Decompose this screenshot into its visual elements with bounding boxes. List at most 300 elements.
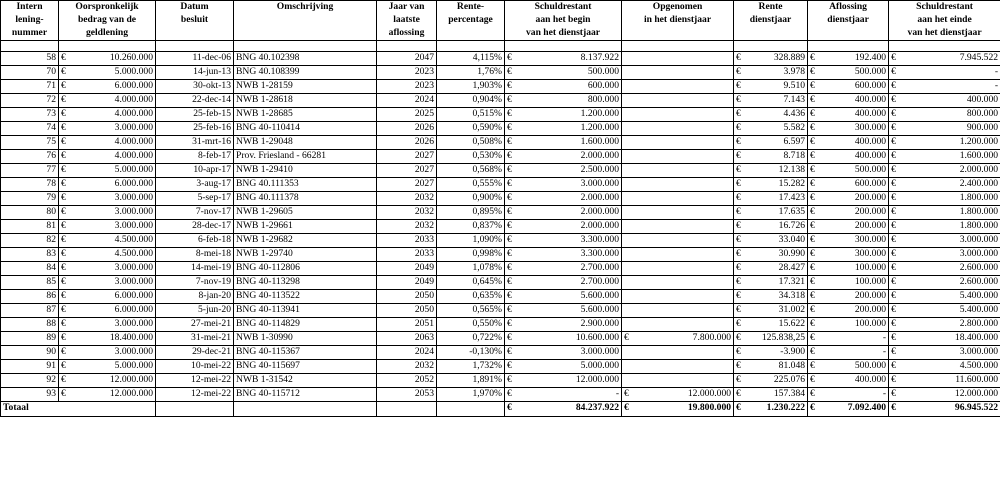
original-amount: 4.500.000 <box>69 248 156 262</box>
header-cell <box>622 27 734 41</box>
currency-symbol: € <box>622 388 632 402</box>
currency-symbol: € <box>59 164 69 178</box>
decision-date: 7-nov-19 <box>156 276 234 290</box>
currency-symbol: € <box>889 304 899 318</box>
currency-symbol: € <box>889 234 899 248</box>
loan-number: 77 <box>1 164 59 178</box>
decision-date: 22-dec-14 <box>156 94 234 108</box>
currency-symbol <box>622 108 632 122</box>
last-repayment-year: 2026 <box>377 122 437 136</box>
currency-symbol: € <box>505 374 515 388</box>
table-row <box>1 136 1000 150</box>
drawn-amount <box>632 122 734 136</box>
last-repayment-year: 2032 <box>377 220 437 234</box>
decision-date: 31-mei-21 <box>156 332 234 346</box>
table-row <box>1 192 1000 206</box>
last-repayment-year: 2033 <box>377 248 437 262</box>
header-cell: Datum <box>156 1 234 15</box>
currency-symbol: € <box>59 94 69 108</box>
repayment-amount: 400.000 <box>818 108 889 122</box>
drawn-amount <box>632 192 734 206</box>
currency-symbol <box>622 178 632 192</box>
header-cell: nummer <box>1 27 59 41</box>
decision-date: 10-apr-17 <box>156 164 234 178</box>
balance-begin: 2.000.000 <box>515 206 622 220</box>
balance-begin: 5.600.000 <box>515 304 622 318</box>
balance-end: 1.800.000 <box>899 220 1000 234</box>
currency-symbol: € <box>505 52 515 66</box>
decision-date: 28-dec-17 <box>156 220 234 234</box>
currency-symbol: € <box>808 318 818 332</box>
currency-symbol: € <box>59 262 69 276</box>
balance-begin: 8.137.922 <box>515 52 622 66</box>
interest-rate: 0,590% <box>437 122 505 136</box>
currency-symbol <box>622 94 632 108</box>
header-cell: Rente <box>734 1 808 15</box>
currency-symbol: € <box>59 66 69 80</box>
repayment-amount: 200.000 <box>818 220 889 234</box>
drawn-amount <box>632 374 734 388</box>
header-cell: laatste <box>377 14 437 27</box>
loan-number: 83 <box>1 248 59 262</box>
currency-symbol: € <box>59 108 69 122</box>
currency-symbol <box>622 262 632 276</box>
currency-symbol: € <box>889 318 899 332</box>
currency-symbol: € <box>808 220 818 234</box>
header-cell: besluit <box>156 14 234 27</box>
currency-symbol: € <box>889 52 899 66</box>
currency-symbol: € <box>889 332 899 346</box>
balance-begin: 500.000 <box>515 66 622 80</box>
last-repayment-year: 2063 <box>377 332 437 346</box>
repayment-amount: 200.000 <box>818 304 889 318</box>
currency-symbol <box>622 234 632 248</box>
table-row <box>1 346 1000 360</box>
total-row <box>1 402 1000 417</box>
balance-begin: 1.600.000 <box>515 136 622 150</box>
interest-rate: 0,508% <box>437 136 505 150</box>
table-row <box>1 290 1000 304</box>
description: NWB 1-29682 <box>234 234 377 248</box>
balance-begin: 600.000 <box>515 80 622 94</box>
last-repayment-year: 2025 <box>377 108 437 122</box>
interest-amount: -3.900 <box>744 346 808 360</box>
repayment-amount: - <box>818 332 889 346</box>
table-row <box>1 360 1000 374</box>
header-cell <box>734 27 808 41</box>
currency-symbol: € <box>734 220 744 234</box>
balance-end: 4.500.000 <box>899 360 1000 374</box>
currency-symbol: € <box>889 150 899 164</box>
interest-amount: 31.002 <box>744 304 808 318</box>
currency-symbol: € <box>59 304 69 318</box>
interest-amount: 30.990 <box>744 248 808 262</box>
balance-end: 18.400.000 <box>899 332 1000 346</box>
drawn-amount <box>632 318 734 332</box>
table-header <box>1 1 1000 41</box>
drawn-amount <box>632 52 734 66</box>
interest-amount: 28.427 <box>744 262 808 276</box>
last-repayment-year: 2051 <box>377 318 437 332</box>
original-amount: 12.000.000 <box>69 374 156 388</box>
decision-date: 8-jan-20 <box>156 290 234 304</box>
description: BNG 40.111378 <box>234 192 377 206</box>
currency-symbol: € <box>808 374 818 388</box>
currency-symbol: € <box>889 80 899 94</box>
interest-amount: 15.282 <box>744 178 808 192</box>
currency-symbol: € <box>808 290 818 304</box>
interest-amount: 157.384 <box>744 388 808 402</box>
original-amount: 18.400.000 <box>69 332 156 346</box>
table-row <box>1 276 1000 290</box>
interest-rate: 1,732% <box>437 360 505 374</box>
table-row <box>1 332 1000 346</box>
currency-symbol: € <box>889 136 899 150</box>
balance-end: 5.400.000 <box>899 290 1000 304</box>
balance-begin: 5.600.000 <box>515 290 622 304</box>
balance-begin: 2.000.000 <box>515 192 622 206</box>
currency-symbol: € <box>505 262 515 276</box>
currency-symbol: € <box>889 402 899 417</box>
original-amount: 3.000.000 <box>69 262 156 276</box>
loan-number: 71 <box>1 80 59 94</box>
repayment-amount: 600.000 <box>818 80 889 94</box>
currency-symbol: € <box>808 122 818 136</box>
currency-symbol: € <box>59 206 69 220</box>
currency-symbol: € <box>734 52 744 66</box>
last-repayment-year: 2033 <box>377 234 437 248</box>
original-amount: 6.000.000 <box>69 80 156 94</box>
description: NWB 1-29410 <box>234 164 377 178</box>
balance-end: 7.945.522 <box>899 52 1000 66</box>
currency-symbol: € <box>889 206 899 220</box>
interest-rate: 0,645% <box>437 276 505 290</box>
currency-symbol: € <box>808 304 818 318</box>
balance-begin: 3.000.000 <box>515 346 622 360</box>
drawn-amount <box>632 304 734 318</box>
decision-date: 29-dec-21 <box>156 346 234 360</box>
description: NWB 1-28159 <box>234 80 377 94</box>
repayment-amount: 200.000 <box>818 206 889 220</box>
decision-date: 31-mrt-16 <box>156 136 234 150</box>
interest-rate: 0,722% <box>437 332 505 346</box>
table-row <box>1 108 1000 122</box>
balance-begin: - <box>515 388 622 402</box>
currency-symbol: € <box>505 94 515 108</box>
interest-amount: 12.138 <box>744 164 808 178</box>
last-repayment-year: 2027 <box>377 178 437 192</box>
interest-rate: 0,904% <box>437 94 505 108</box>
currency-symbol: € <box>505 276 515 290</box>
currency-symbol: € <box>889 164 899 178</box>
currency-symbol: € <box>59 220 69 234</box>
interest-amount: 5.582 <box>744 122 808 136</box>
currency-symbol: € <box>59 318 69 332</box>
currency-symbol: € <box>808 80 818 94</box>
loan-number: 72 <box>1 94 59 108</box>
decision-date: 27-mei-21 <box>156 318 234 332</box>
currency-symbol: € <box>505 122 515 136</box>
header-cell <box>808 27 889 41</box>
currency-symbol: € <box>59 136 69 150</box>
total-einde: 96.945.522 <box>899 402 1000 417</box>
balance-end: 3.000.000 <box>899 346 1000 360</box>
drawn-amount <box>632 150 734 164</box>
currency-symbol <box>622 374 632 388</box>
currency-symbol <box>622 80 632 94</box>
currency-symbol: € <box>734 290 744 304</box>
currency-symbol: € <box>808 178 818 192</box>
decision-date: 14-mei-19 <box>156 262 234 276</box>
interest-rate: 1,078% <box>437 262 505 276</box>
repayment-amount: 400.000 <box>818 150 889 164</box>
currency-symbol: € <box>59 178 69 192</box>
original-amount: 3.000.000 <box>69 192 156 206</box>
description: BNG 40-113298 <box>234 276 377 290</box>
currency-symbol: € <box>808 388 818 402</box>
interest-amount: 17.321 <box>744 276 808 290</box>
interest-amount: 125.838,25 <box>744 332 808 346</box>
currency-symbol: € <box>505 206 515 220</box>
currency-symbol: € <box>505 108 515 122</box>
balance-end: 5.400.000 <box>899 304 1000 318</box>
table-row <box>1 318 1000 332</box>
repayment-amount: 500.000 <box>818 360 889 374</box>
currency-symbol: € <box>734 262 744 276</box>
currency-symbol: € <box>505 318 515 332</box>
interest-amount: 16.726 <box>744 220 808 234</box>
balance-begin: 2.900.000 <box>515 318 622 332</box>
currency-symbol: € <box>808 248 818 262</box>
interest-amount: 8.718 <box>744 150 808 164</box>
drawn-amount <box>632 234 734 248</box>
repayment-amount: 300.000 <box>818 122 889 136</box>
last-repayment-year: 2024 <box>377 94 437 108</box>
drawn-amount <box>632 66 734 80</box>
currency-symbol <box>622 318 632 332</box>
spacer-row <box>1 41 1000 52</box>
drawn-amount: 12.000.000 <box>632 388 734 402</box>
last-repayment-year: 2023 <box>377 66 437 80</box>
currency-symbol: € <box>505 346 515 360</box>
loan-number: 73 <box>1 108 59 122</box>
balance-end: 1.600.000 <box>899 150 1000 164</box>
currency-symbol: € <box>734 80 744 94</box>
drawn-amount <box>632 220 734 234</box>
interest-amount: 225.076 <box>744 374 808 388</box>
decision-date: 14-jun-13 <box>156 66 234 80</box>
loan-number: 75 <box>1 136 59 150</box>
description: BNG 40.111353 <box>234 178 377 192</box>
last-repayment-year: 2050 <box>377 290 437 304</box>
header-cell: Opgenomen <box>622 1 734 15</box>
decision-date: 7-nov-17 <box>156 206 234 220</box>
drawn-amount <box>632 276 734 290</box>
repayment-amount: 300.000 <box>818 248 889 262</box>
header-cell: aan het begin <box>505 14 622 27</box>
original-amount: 6.000.000 <box>69 290 156 304</box>
table-row <box>1 66 1000 80</box>
currency-symbol: € <box>889 192 899 206</box>
currency-symbol <box>622 290 632 304</box>
currency-symbol: € <box>505 192 515 206</box>
currency-symbol: € <box>889 388 899 402</box>
original-amount: 4.000.000 <box>69 108 156 122</box>
currency-symbol: € <box>505 66 515 80</box>
currency-symbol: € <box>889 108 899 122</box>
interest-rate: 0,895% <box>437 206 505 220</box>
drawn-amount <box>632 108 734 122</box>
table-row <box>1 248 1000 262</box>
repayment-amount: 500.000 <box>818 164 889 178</box>
loan-number: 78 <box>1 178 59 192</box>
drawn-amount <box>632 206 734 220</box>
currency-symbol: € <box>59 332 69 346</box>
table-row <box>1 206 1000 220</box>
last-repayment-year: 2050 <box>377 304 437 318</box>
original-amount: 5.000.000 <box>69 360 156 374</box>
currency-symbol <box>622 206 632 220</box>
loan-number: 58 <box>1 52 59 66</box>
decision-date: 30-okt-13 <box>156 80 234 94</box>
header-cell: dienstjaar <box>808 14 889 27</box>
original-amount: 5.000.000 <box>69 66 156 80</box>
currency-symbol: € <box>505 80 515 94</box>
currency-symbol: € <box>734 402 744 417</box>
currency-symbol: € <box>808 234 818 248</box>
description: BNG 40-110414 <box>234 122 377 136</box>
total-label: Totaal <box>1 402 156 417</box>
currency-symbol: € <box>734 234 744 248</box>
balance-end: - <box>899 80 1000 94</box>
header-cell: Schuldrestant <box>889 1 1000 15</box>
description: NWB 1-28685 <box>234 108 377 122</box>
currency-symbol: € <box>808 332 818 346</box>
currency-symbol: € <box>734 206 744 220</box>
last-repayment-year: 2032 <box>377 360 437 374</box>
currency-symbol: € <box>734 360 744 374</box>
description: BNG 40-115697 <box>234 360 377 374</box>
currency-symbol: € <box>59 122 69 136</box>
currency-symbol: € <box>889 346 899 360</box>
description: NWB 1-29048 <box>234 136 377 150</box>
currency-symbol: € <box>505 290 515 304</box>
header-row-1 <box>1 1 1000 15</box>
balance-end: 1.800.000 <box>899 192 1000 206</box>
balance-end: 1.200.000 <box>899 136 1000 150</box>
currency-symbol: € <box>59 360 69 374</box>
currency-symbol: € <box>505 150 515 164</box>
drawn-amount <box>632 80 734 94</box>
loan-number: 91 <box>1 360 59 374</box>
loan-number: 89 <box>1 332 59 346</box>
original-amount: 10.260.000 <box>69 52 156 66</box>
decision-date: 10-mei-22 <box>156 360 234 374</box>
balance-begin: 3.300.000 <box>515 248 622 262</box>
currency-symbol: € <box>734 374 744 388</box>
balance-begin: 2.700.000 <box>515 276 622 290</box>
repayment-amount: 400.000 <box>818 136 889 150</box>
last-repayment-year: 2052 <box>377 374 437 388</box>
decision-date: 6-feb-18 <box>156 234 234 248</box>
currency-symbol: € <box>505 178 515 192</box>
currency-symbol <box>622 122 632 136</box>
balance-end: 3.000.000 <box>899 234 1000 248</box>
table-row <box>1 388 1000 402</box>
currency-symbol: € <box>889 220 899 234</box>
currency-symbol: € <box>505 164 515 178</box>
header-row-3 <box>1 27 1000 41</box>
header-cell: Aflossing <box>808 1 889 15</box>
balance-end: 800.000 <box>899 108 1000 122</box>
description: NWB 1-29605 <box>234 206 377 220</box>
balance-begin: 5.000.000 <box>515 360 622 374</box>
header-cell: Rente- <box>437 1 505 15</box>
last-repayment-year: 2027 <box>377 164 437 178</box>
currency-symbol: € <box>505 304 515 318</box>
original-amount: 4.000.000 <box>69 94 156 108</box>
currency-symbol <box>622 346 632 360</box>
interest-rate: 0,900% <box>437 192 505 206</box>
currency-symbol: € <box>505 360 515 374</box>
repayment-amount: 400.000 <box>818 374 889 388</box>
decision-date: 12-mei-22 <box>156 388 234 402</box>
currency-symbol: € <box>889 122 899 136</box>
currency-symbol: € <box>889 360 899 374</box>
interest-rate: 0,515% <box>437 108 505 122</box>
currency-symbol: € <box>808 346 818 360</box>
currency-symbol: € <box>505 136 515 150</box>
currency-symbol: € <box>808 66 818 80</box>
last-repayment-year: 2027 <box>377 150 437 164</box>
interest-rate: 0,550% <box>437 318 505 332</box>
repayment-amount: - <box>818 346 889 360</box>
header-cell: aflossing <box>377 27 437 41</box>
balance-end: 2.600.000 <box>899 262 1000 276</box>
header-cell <box>437 27 505 41</box>
balance-end: 400.000 <box>899 94 1000 108</box>
description: BNG 40-114829 <box>234 318 377 332</box>
loan-number: 82 <box>1 234 59 248</box>
header-cell: bedrag van de <box>59 14 156 27</box>
currency-symbol <box>622 164 632 178</box>
currency-symbol: € <box>889 276 899 290</box>
last-repayment-year: 2032 <box>377 192 437 206</box>
balance-begin: 1.200.000 <box>515 122 622 136</box>
table-row <box>1 234 1000 248</box>
currency-symbol: € <box>59 290 69 304</box>
original-amount: 4.500.000 <box>69 234 156 248</box>
balance-end: 900.000 <box>899 122 1000 136</box>
header-cell: percentage <box>437 14 505 27</box>
repayment-amount: 500.000 <box>818 66 889 80</box>
last-repayment-year: 2047 <box>377 52 437 66</box>
currency-symbol <box>622 136 632 150</box>
last-repayment-year: 2049 <box>377 276 437 290</box>
table-row <box>1 304 1000 318</box>
currency-symbol: € <box>734 304 744 318</box>
currency-symbol: € <box>808 150 818 164</box>
drawn-amount <box>632 164 734 178</box>
original-amount: 12.000.000 <box>69 388 156 402</box>
currency-symbol: € <box>734 164 744 178</box>
decision-date: 25-feb-15 <box>156 108 234 122</box>
currency-symbol: € <box>505 220 515 234</box>
description: NWB 1-28618 <box>234 94 377 108</box>
table-row <box>1 374 1000 388</box>
repayment-amount: 200.000 <box>818 290 889 304</box>
total-aflossing: 7.092.400 <box>818 402 889 417</box>
